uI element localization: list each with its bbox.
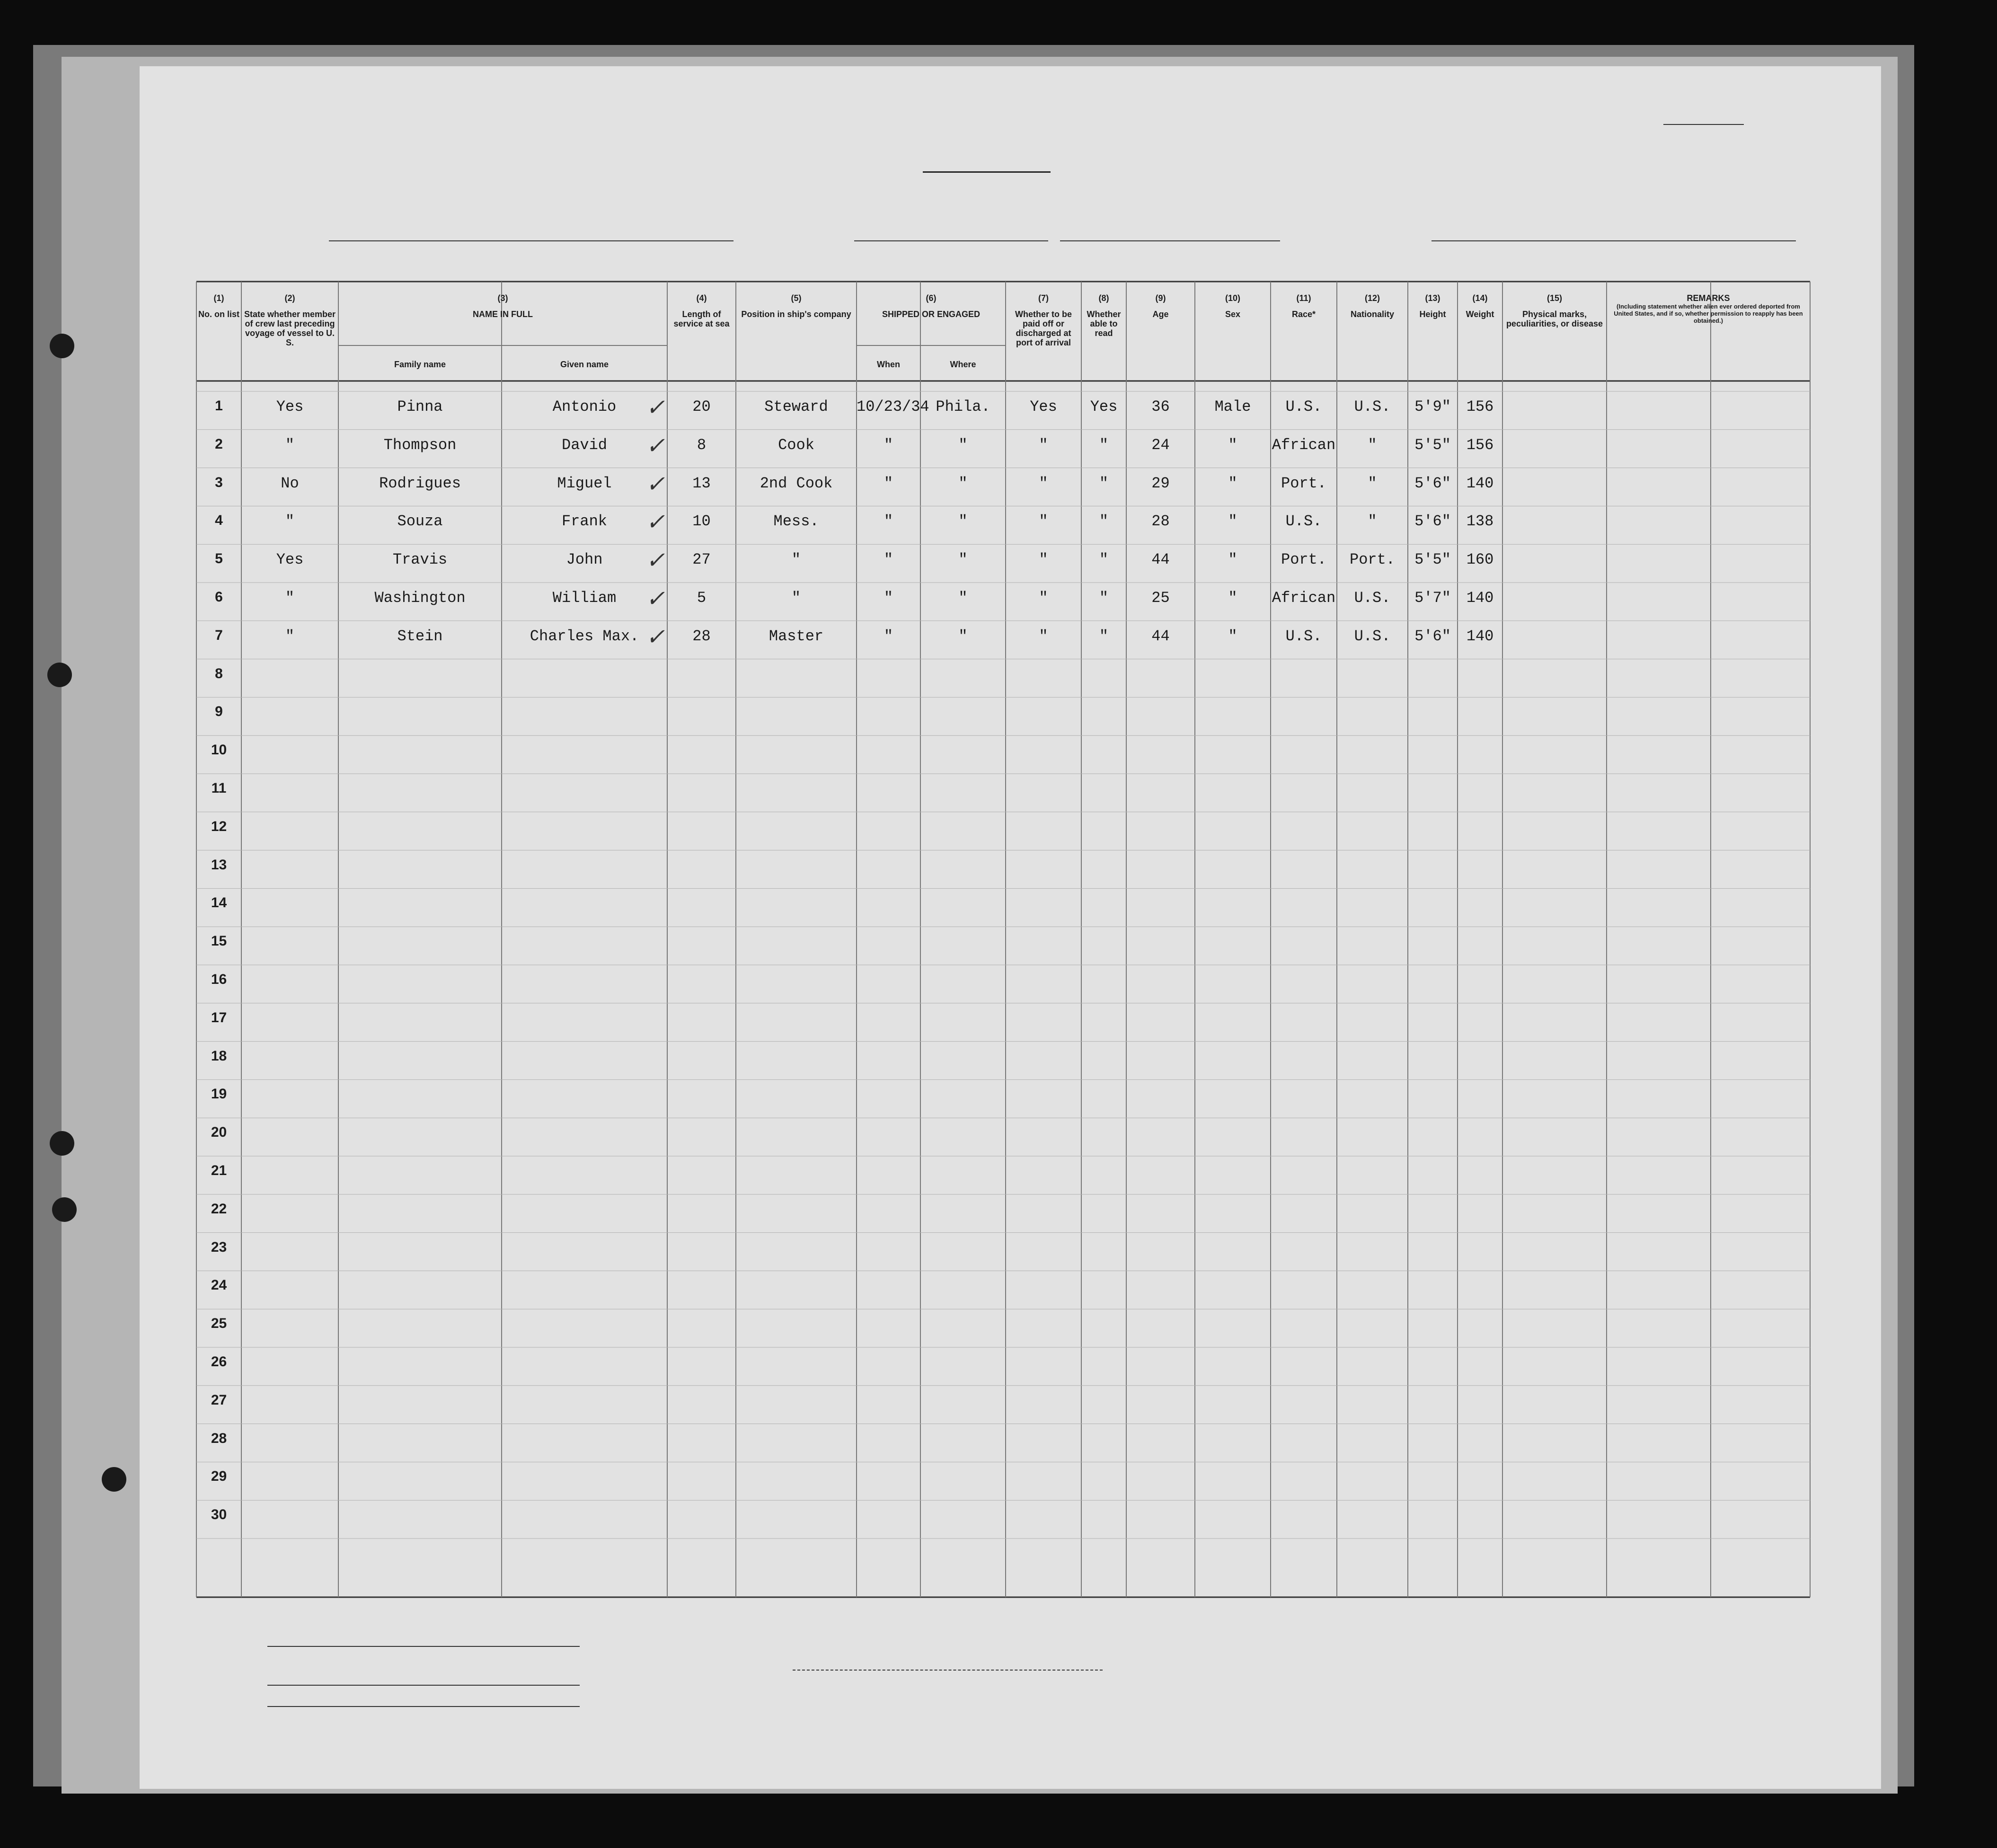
header-text: Age	[1152, 309, 1169, 319]
header-text: State whether member of crew last preceding voyage of vessel to U. S.	[244, 309, 336, 347]
binder-hole	[102, 1467, 126, 1492]
cell-read: "	[1099, 551, 1109, 569]
cell-race: African	[1272, 589, 1336, 607]
cell-nationality: U.S.	[1354, 398, 1391, 416]
cell-prev: Yes	[276, 551, 304, 569]
family-name-header: Family name	[394, 360, 446, 369]
binder-hole	[52, 1197, 77, 1222]
header-text: (5)	[791, 293, 802, 303]
header-text: (7)	[1038, 293, 1049, 303]
cell-family: Thompson	[383, 436, 457, 454]
inspector-line	[793, 1670, 1103, 1671]
row-number: 23	[211, 1239, 227, 1255]
cell-read: "	[1099, 627, 1109, 645]
header-text: NAME IN FULL	[473, 309, 533, 319]
cell-where: "	[958, 551, 968, 569]
agents-line	[267, 1706, 580, 1707]
cell-prev: "	[285, 436, 295, 454]
cell-paid: "	[1039, 513, 1048, 531]
row-number: 6	[215, 589, 223, 605]
cell-position: 2nd Cook	[760, 474, 833, 492]
row-number: 1	[215, 398, 223, 414]
header-text: (14)	[1472, 293, 1488, 303]
cell-height: 5'7"	[1414, 589, 1451, 607]
cell-service: 10	[692, 513, 711, 531]
header-text: (12)	[1364, 293, 1380, 303]
row-number: 14	[211, 895, 227, 911]
header-text: (13)	[1425, 293, 1440, 303]
cell-when: "	[884, 513, 893, 531]
row-number: 20	[211, 1124, 227, 1141]
cell-weight: 140	[1466, 589, 1494, 607]
row-number: 17	[211, 1009, 227, 1026]
cell-height: 5'6"	[1414, 474, 1451, 492]
cell-weight: 156	[1466, 398, 1494, 416]
cell-family: Pinna	[397, 398, 443, 416]
check-mark: ✓	[645, 585, 665, 612]
row-number: 16	[211, 972, 227, 987]
cell-sex: "	[1228, 627, 1237, 645]
cell-sex: "	[1228, 551, 1237, 569]
header-text: REMARKS	[1687, 293, 1730, 303]
cell-paid: "	[1039, 589, 1048, 607]
cell-given: Frank	[561, 513, 607, 531]
header-text: (2)	[284, 293, 295, 303]
row-number: 13	[211, 857, 227, 873]
row-number: 12	[211, 818, 227, 834]
cell-service: 13	[692, 474, 711, 492]
row-number: 22	[211, 1201, 227, 1217]
cell-when: "	[884, 551, 893, 569]
cell-height: 5'5"	[1414, 436, 1451, 454]
cell-paid: "	[1039, 436, 1048, 454]
cell-paid: "	[1039, 551, 1048, 569]
cell-when: "	[884, 436, 893, 454]
cell-read: "	[1099, 513, 1109, 531]
check-mark: ✓	[645, 547, 665, 574]
cell-given: Charles Max.	[530, 627, 639, 645]
when-header: When	[877, 360, 900, 369]
owners-line	[267, 1685, 580, 1686]
cell-weight: 140	[1466, 474, 1494, 492]
cell-given: William	[552, 589, 617, 607]
cell-age: 25	[1151, 589, 1170, 607]
cell-given: Miguel	[557, 474, 612, 492]
header-text: (6)	[926, 293, 937, 303]
cell-paid: "	[1039, 474, 1048, 492]
col-10-header	[1197, 293, 1269, 319]
col-7-header	[1007, 293, 1079, 347]
cell-age: 24	[1151, 436, 1170, 454]
cell-nationality: "	[1368, 474, 1377, 492]
cell-when: 10/23/34	[857, 398, 929, 416]
cell-service: 20	[692, 398, 711, 416]
check-mark: ✓	[645, 432, 665, 459]
col-11-header	[1272, 293, 1335, 319]
cell-position: Mess.	[773, 513, 819, 531]
cell-service: 27	[692, 551, 711, 569]
cell-weight: 156	[1466, 436, 1494, 454]
header-text: SHIPPED OR ENGAGED	[882, 309, 981, 319]
header-text: No. on list	[198, 309, 239, 319]
header-text: (8)	[1098, 293, 1109, 303]
col-6-header	[858, 293, 1004, 319]
col-12-header	[1339, 293, 1406, 319]
header-text: (Including statement whether alien ever ordered deported from United States, and if so, whether permission to reapply has been obtained.)	[1614, 303, 1803, 324]
cell-given: Antonio	[552, 398, 617, 416]
cell-paid: Yes	[1030, 398, 1057, 416]
cell-age: 36	[1151, 398, 1170, 416]
row-number: 2	[215, 436, 223, 452]
header-text: (9)	[1155, 293, 1166, 303]
header-text: Weight	[1466, 309, 1494, 319]
col-5-header	[738, 293, 855, 319]
cell-family: Rodrigues	[379, 474, 461, 492]
cell-nationality: "	[1368, 513, 1377, 531]
cell-nationality: Port.	[1349, 551, 1395, 569]
cell-read: "	[1099, 589, 1109, 607]
col-9-header	[1128, 293, 1193, 319]
cell-age: 44	[1151, 551, 1170, 569]
cell-race: Port.	[1281, 551, 1326, 569]
cell-when: "	[884, 627, 893, 645]
cell-paid: "	[1039, 627, 1048, 645]
cell-sex: "	[1228, 474, 1237, 492]
row-number: 10	[211, 742, 227, 758]
cell-age: 29	[1151, 474, 1170, 492]
col-4-header	[669, 293, 734, 328]
row-number: 26	[211, 1354, 227, 1370]
cell-read: "	[1099, 474, 1109, 492]
row-number: 24	[211, 1277, 227, 1293]
cell-given: John	[566, 551, 603, 569]
cell-prev: "	[285, 589, 295, 607]
header-text: (10)	[1225, 293, 1240, 303]
cell-prev: No	[281, 474, 299, 492]
row-number: 29	[211, 1468, 227, 1485]
binder-hole	[50, 334, 74, 358]
cell-where: "	[958, 436, 968, 454]
header-text: Length of service at sea	[673, 309, 730, 328]
cell-where: Phila.	[936, 398, 990, 416]
row-number: 28	[211, 1430, 227, 1446]
cell-where: "	[958, 474, 968, 492]
cell-weight: 140	[1466, 627, 1494, 645]
col-14-header	[1459, 293, 1501, 319]
cell-race: U.S.	[1285, 513, 1322, 531]
cell-position: "	[791, 589, 801, 607]
row-number: 15	[211, 933, 227, 949]
row-number: 7	[215, 627, 223, 643]
cell-height: 5'5"	[1414, 551, 1451, 569]
row-number: 9	[215, 704, 223, 720]
row-number: 3	[215, 474, 223, 490]
cell-where: "	[958, 627, 968, 645]
header-text: Position in ship's company	[741, 309, 851, 319]
cell-sex: "	[1228, 589, 1237, 607]
cell-age: 28	[1151, 513, 1170, 531]
cell-weight: 160	[1466, 551, 1494, 569]
col-15-header	[1504, 293, 1605, 328]
cell-position: Cook	[778, 436, 814, 454]
check-mark: ✓	[645, 623, 665, 650]
col-2-header	[243, 293, 336, 347]
col-remarks-header	[1608, 293, 1808, 324]
cell-prev: "	[285, 627, 295, 645]
header-text: (4)	[696, 293, 707, 303]
cell-nationality: "	[1368, 436, 1377, 454]
cell-sex: Male	[1214, 398, 1251, 416]
row-number: 30	[211, 1507, 227, 1523]
check-mark: ✓	[645, 509, 665, 536]
cell-prev: "	[285, 513, 295, 531]
cell-race: U.S.	[1285, 398, 1322, 416]
header-text: Nationality	[1350, 309, 1394, 319]
cell-sex: "	[1228, 436, 1237, 454]
cell-nationality: U.S.	[1354, 589, 1391, 607]
cell-service: 5	[697, 589, 707, 607]
cell-given: David	[561, 436, 607, 454]
cell-position: "	[791, 551, 801, 569]
cell-age: 44	[1151, 627, 1170, 645]
header-text: (11)	[1296, 293, 1311, 303]
where-header: Where	[950, 360, 976, 369]
cell-when: "	[884, 474, 893, 492]
header-text: Physical marks, peculiarities, or disease	[1506, 309, 1603, 328]
header-text: Race*	[1291, 309, 1316, 319]
row-number: 18	[211, 1048, 227, 1064]
binder-hole	[50, 1131, 74, 1156]
binder-hole	[47, 663, 72, 687]
header-text: Height	[1419, 309, 1446, 319]
cell-position: Master	[769, 627, 824, 645]
cell-height: 5'6"	[1414, 513, 1451, 531]
line-value	[267, 1646, 580, 1647]
col-3-header	[340, 293, 665, 319]
cell-family: Souza	[397, 513, 443, 531]
manifest-sheet	[140, 66, 1881, 1789]
col-13-header	[1410, 293, 1456, 319]
header-text: (1)	[213, 293, 224, 303]
col-8-header	[1083, 293, 1124, 338]
header-text: Whether to be paid off or discharged at port of arrival	[1015, 309, 1072, 347]
cell-family: Travis	[392, 551, 448, 569]
given-name-header: Given name	[560, 360, 609, 369]
row-number: 4	[215, 513, 223, 529]
row-number: 25	[211, 1316, 227, 1332]
header-text: (15)	[1546, 293, 1562, 303]
cell-nationality: U.S.	[1354, 627, 1391, 645]
cell-sex: "	[1228, 513, 1237, 531]
cell-when: "	[884, 589, 893, 607]
header-text: Whether able to read	[1087, 309, 1121, 338]
cell-race: African	[1272, 436, 1336, 454]
check-mark: ✓	[645, 394, 665, 421]
cell-race: U.S.	[1285, 627, 1322, 645]
cell-family: Washington	[374, 589, 466, 607]
cell-height: 5'6"	[1414, 627, 1451, 645]
col-1-header	[198, 293, 239, 319]
cell-where: "	[958, 589, 968, 607]
cell-where: "	[958, 513, 968, 531]
cell-service: 8	[697, 436, 707, 454]
row-number: 27	[211, 1392, 227, 1408]
cell-weight: 138	[1466, 513, 1494, 531]
cell-height: 5'9"	[1414, 398, 1451, 416]
check-mark: ✓	[645, 470, 665, 497]
row-number: 11	[211, 780, 227, 796]
cell-read: "	[1099, 436, 1109, 454]
row-number: 21	[211, 1163, 227, 1178]
row-number: 8	[215, 665, 223, 681]
cell-position: Steward	[764, 398, 828, 416]
header-text: Sex	[1225, 309, 1241, 319]
cell-family: Stein	[397, 627, 443, 645]
cell-race: Port.	[1281, 474, 1326, 492]
cell-prev: Yes	[276, 398, 304, 416]
row-number: 19	[211, 1086, 227, 1102]
cell-read: Yes	[1090, 398, 1118, 416]
cell-service: 28	[692, 627, 711, 645]
header-text: (3)	[497, 293, 508, 303]
row-number: 5	[215, 551, 223, 567]
